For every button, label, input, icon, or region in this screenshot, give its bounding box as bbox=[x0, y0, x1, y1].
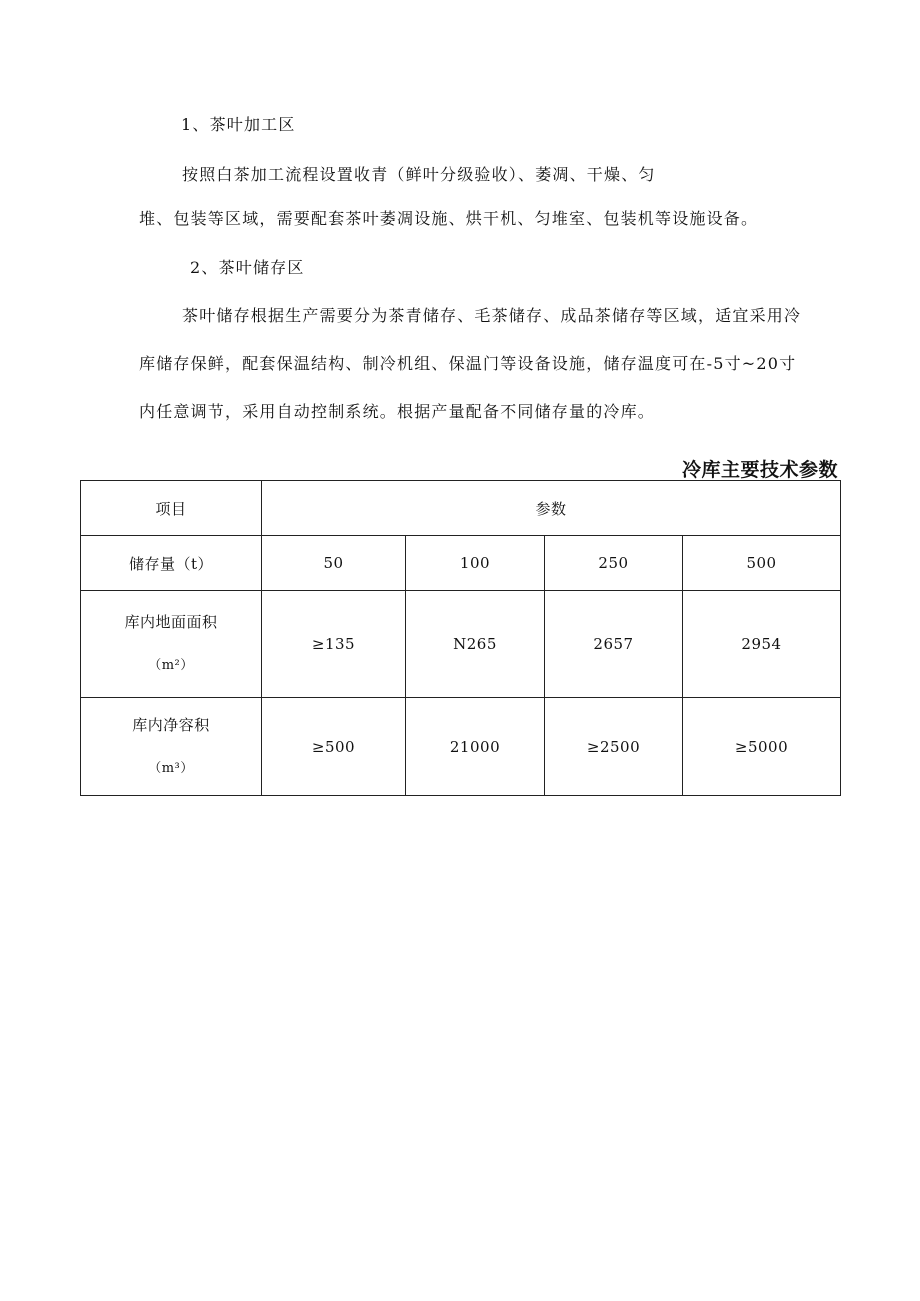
value-cell: 100 bbox=[406, 536, 545, 591]
table-row bbox=[81, 698, 841, 796]
section-2-paragraph-line-3: 内任意调节，采用自动控制系统。根据产量配备不同储存量的冷库。 bbox=[139, 402, 656, 421]
row-label: 库内净容积 bbox=[132, 715, 210, 734]
section-1-heading: 1、茶叶加工区 bbox=[181, 115, 296, 134]
value-cell: 500 bbox=[683, 536, 841, 591]
value-cell: ≥135 bbox=[262, 591, 406, 698]
value-cell: 2657 bbox=[545, 591, 683, 698]
row-label-cell bbox=[81, 698, 262, 796]
table-header-row bbox=[81, 481, 841, 536]
row-label: 库内地面面积 bbox=[124, 613, 218, 631]
cold-storage-parameters-table bbox=[80, 480, 841, 796]
section-2-paragraph-line-1: 茶叶储存根据生产需要分为茶青储存、毛茶储存、成品茶储存等区域，适宜采用冷 bbox=[182, 306, 802, 325]
table-row bbox=[81, 536, 841, 591]
value-cell: ≥500 bbox=[262, 698, 406, 796]
row-unit: （m³） bbox=[148, 760, 194, 776]
row-unit: （m²） bbox=[148, 658, 194, 673]
value-cell: N265 bbox=[406, 591, 545, 698]
value-cell: ≥2500 bbox=[545, 698, 683, 796]
row-label-cell: 储存量（t） bbox=[81, 536, 262, 591]
table-row bbox=[81, 591, 841, 698]
value-cell: ≥5000 bbox=[683, 698, 841, 796]
header-item-cell: 项目 bbox=[81, 481, 262, 536]
header-params-cell: 参数 bbox=[262, 481, 841, 536]
section-2-paragraph-line-2: 库储存保鲜，配套保温结构、制冷机组、保温门等设备设施，储存温度可在-5寸~20寸 bbox=[139, 354, 797, 373]
value-cell: 2954 bbox=[683, 591, 841, 698]
table-caption: 冷库主要技术参数 bbox=[681, 459, 838, 481]
row-label-cell bbox=[81, 591, 262, 698]
value-cell: 250 bbox=[545, 536, 683, 591]
section-1-paragraph-line-1: 按照白茶加工流程设置收青（鲜叶分级验收）、萎凋、干燥、匀 bbox=[182, 165, 656, 184]
value-cell: 21000 bbox=[406, 698, 545, 796]
section-1-paragraph-line-2: 堆、包装等区域，需要配套茶叶萎凋设施、烘干机、匀堆室、包装机等设施设备。 bbox=[139, 209, 759, 228]
section-2-heading: 2、茶叶储存区 bbox=[190, 258, 305, 277]
value-cell: 50 bbox=[262, 536, 406, 591]
